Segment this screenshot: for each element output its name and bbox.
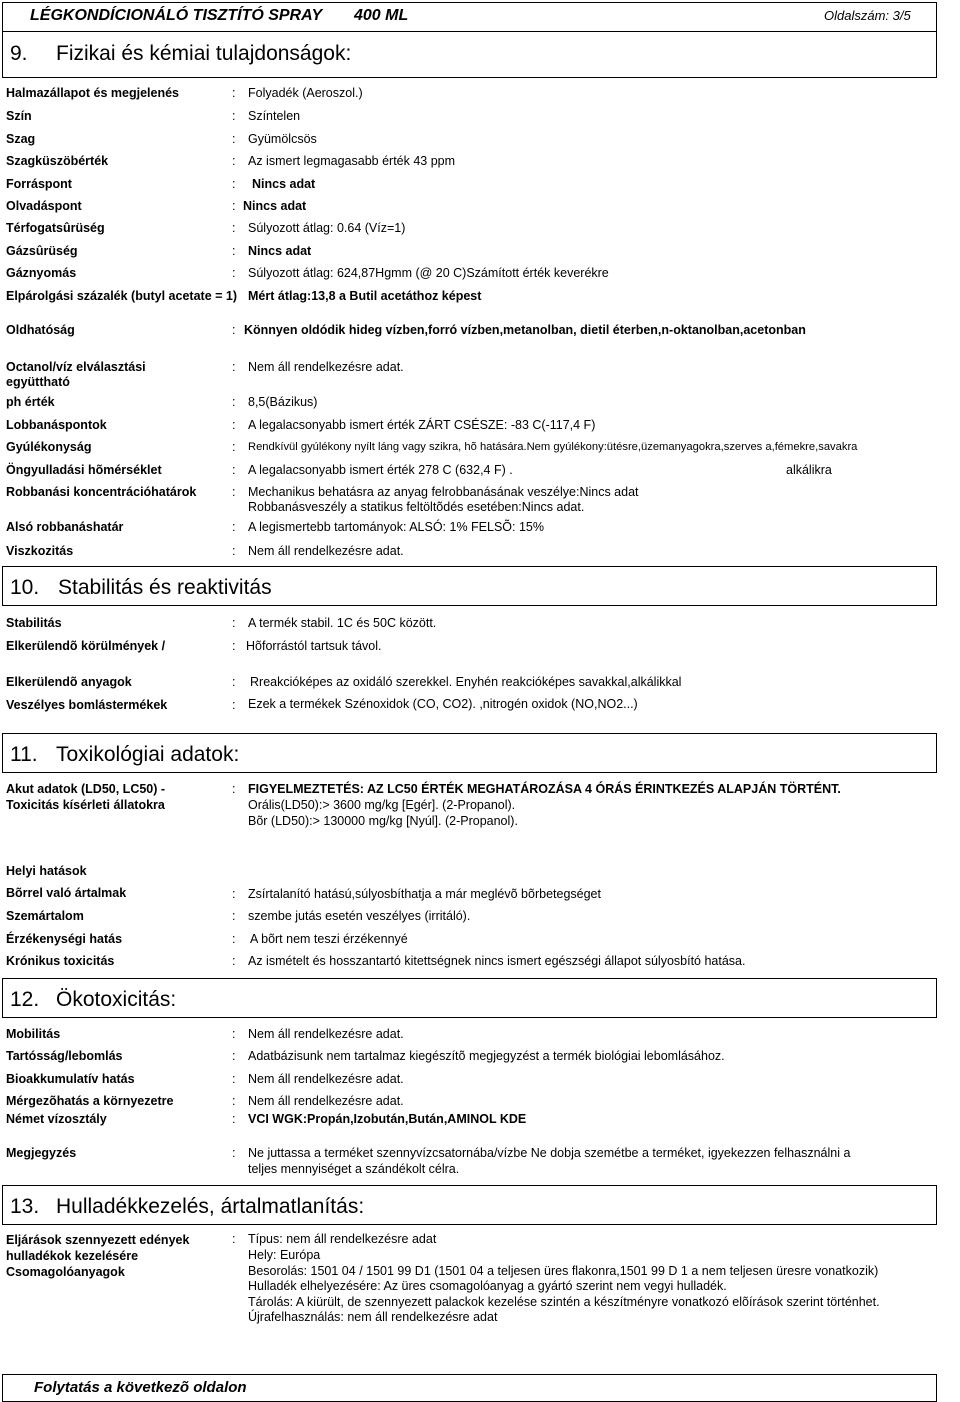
page-number: Oldalszám: 3/5 <box>824 8 911 23</box>
prop-label: Olvadáspont <box>6 199 82 213</box>
colon: : <box>232 132 236 146</box>
prop-label: Lobbanáspontok <box>6 418 107 432</box>
colon: : <box>232 698 236 712</box>
prop-value: A legismertebb tartományok: ALSÓ: 1% FELSÕ: 15% <box>248 520 544 534</box>
waste-line: Típus: nem áll rendelkezésre adat <box>248 1232 437 1246</box>
prop-value: Az ismert legmagasabb érték 43 ppm <box>248 154 456 168</box>
prop-label: Szín <box>6 109 32 123</box>
stability-value: A termék stabil. 1C és 50C között. <box>248 616 437 630</box>
section-9-number: 9. <box>10 42 28 65</box>
eco-label: Mobilitás <box>6 1027 61 1041</box>
colon: : <box>232 954 236 968</box>
prop-label: ph érték <box>6 395 55 409</box>
prop-label: Viszkozitás <box>6 544 74 558</box>
prop-value: Nincs adat <box>252 177 316 191</box>
section-11-number: 11. <box>10 743 38 766</box>
colon: : <box>232 1146 236 1160</box>
prop-value: Súlyozott átlag: 624,87Hgmm (@ 20 C)Számított érték keverékre <box>248 266 609 280</box>
prop-value: Nincs adat <box>243 199 307 213</box>
section-10-title: Stabilitás és reaktivitás <box>58 576 272 599</box>
local-label: Bõrrel való ártalmak <box>6 886 127 900</box>
colon: : <box>232 177 236 191</box>
colon: : <box>232 221 236 235</box>
prop-value-2: Robbanásveszély a statikus feltöltõdés esetében:Nincs adat. <box>248 500 585 514</box>
colon: : <box>232 1049 236 1063</box>
local-value: Zsírtalanító hatású,súlyosbíthatja a már meglévõ bõrbetegséget <box>248 887 601 901</box>
footer-continuation: Folytatás a következõ oldalon <box>34 1379 247 1396</box>
colon: : <box>232 1027 236 1041</box>
section-12-number: 12. <box>10 988 40 1011</box>
local-label: Krónikus toxicitás <box>6 954 115 968</box>
prop-value: Könnyen oldódik hideg vízben,forró vízben,metanolban, dietil éterben,n-oktanolban,acetonban <box>244 323 806 337</box>
prop-value: A legalacsonyabb ismert érték ZÁRT CSÉSZE: -83 C(-117,4 F) <box>248 418 596 432</box>
eco-value: Nem áll rendelkezésre adat. <box>248 1094 404 1108</box>
local-label: Szemártalom <box>6 909 84 923</box>
prop-value-extra: alkálikra <box>786 463 832 477</box>
colon: : <box>232 1072 236 1086</box>
prop-value: Gyümölcsös <box>248 132 317 146</box>
colon: : <box>232 440 236 454</box>
colon: : <box>232 887 236 901</box>
colon: : <box>232 244 236 258</box>
prop-value: Színtelen <box>248 109 301 123</box>
section-9-title: Fizikai és kémiai tulajdonságok: <box>56 42 352 65</box>
waste-line: Besorolás: 1501 04 / 1501 99 D1 (1501 04 a teljesen üres flakonra,1501 99 D 1 a nem teljesen üresre vonatkozik) <box>248 1264 879 1278</box>
section-10-number: 10. <box>10 576 40 599</box>
colon: : <box>232 485 236 499</box>
local-value: A bõrt nem teszi érzékennyé <box>250 932 408 946</box>
stability-label: Stabilitás <box>6 616 62 630</box>
colon: : <box>232 360 236 374</box>
section-11-title: Toxikológiai adatok: <box>56 743 240 766</box>
toxic-value-1: FIGYELMEZTETÉS: AZ LC50 ÉRTÉK MEGHATÁROZÁSA 4 ÓRÁS ÉRINTKEZÉS ALAPJÁN TÖRTÉNT. <box>248 782 841 796</box>
toxic-label-2: Toxicitás kísérleti állatokra <box>6 798 165 812</box>
prop-label: Gáznyomás <box>6 266 77 280</box>
eco-label: Mérgezõhatás a környezetre <box>6 1094 174 1108</box>
prop-label: Szag <box>6 132 36 146</box>
stability-value: Ezek a termékek Szénoxidok (CO, CO2). ,nitrogén oxidok (NO,NO2...) <box>248 697 638 711</box>
stability-label: Elkerülendõ anyagok <box>6 675 132 689</box>
product-title: LÉGKONDÍCIONÁLÓ TISZTÍTÓ SPRAY <box>30 7 323 24</box>
colon: : <box>232 1232 236 1246</box>
colon: : <box>232 1112 236 1126</box>
product-volume: 400 ML <box>354 7 409 24</box>
prop-label: Halmazállapot és megjelenés <box>6 86 179 100</box>
section-13-number: 13. <box>10 1195 40 1218</box>
colon: : <box>232 1094 236 1108</box>
local-value: Az ismételt és hosszantartó kitettségnek nincs ismert egészségi állapot súlyosbító hatása. <box>248 954 746 968</box>
prop-label: Elpárolgási százalék (butyl acetate = 1) <box>6 289 237 303</box>
toxic-value-3: Bõr (LD50):> 130000 mg/kg [Nyúl]. (2-Propanol). <box>248 814 518 828</box>
prop-label: Gyúlékonyság <box>6 440 92 454</box>
section-12-title: Ökotoxicitás: <box>56 988 177 1011</box>
eco-value: VCI WGK:Propán,Izobután,Bután,AMINOL KDE <box>248 1112 527 1126</box>
stability-label: Elkerülendõ körülmények / <box>6 639 166 653</box>
waste-line: Hely: Európa <box>248 1248 321 1262</box>
prop-value: A legalacsonyabb ismert érték 278 C (632,4 F) . <box>248 463 513 477</box>
colon: : <box>232 323 236 337</box>
stability-value: Rreakcióképes az oxidáló szerekkel. Enyhén reakcióképes savakkal,alkálikkal <box>250 675 682 689</box>
waste-line: Újrafelhasználás: nem áll rendelkezésre adat <box>248 1310 498 1324</box>
toxic-value-2: Orális(LD50):> 3600 mg/kg [Egér]. (2-Propanol). <box>248 798 516 812</box>
colon: : <box>232 639 236 653</box>
colon: : <box>232 266 236 280</box>
prop-label: Szagküszöbérték <box>6 154 109 168</box>
colon: : <box>232 154 236 168</box>
waste-label-3: Csomagolóanyagok <box>6 1265 125 1279</box>
note-label: Megjegyzés <box>6 1146 77 1160</box>
colon: : <box>232 932 236 946</box>
prop-value: Nincs adat <box>248 244 312 258</box>
waste-label-1: Eljárások szennyezett edények <box>6 1233 190 1247</box>
colon: : <box>232 616 236 630</box>
stability-label: Veszélyes bomlástermékek <box>6 698 168 712</box>
prop-value: Nem áll rendelkezésre adat. <box>248 544 404 558</box>
local-effects-title: Helyi hatások <box>6 864 87 878</box>
prop-label: Forráspont <box>6 177 72 191</box>
waste-label-2: hulladékok kezelésére <box>6 1249 139 1263</box>
colon: : <box>232 675 236 689</box>
waste-line: Hulladék elhelyezésére: Az üres csomagolóanyag a gyártó szerint nem vegyi hulladék. <box>248 1279 727 1293</box>
eco-label: Tartósság/lebomlás <box>6 1049 123 1063</box>
prop-label: Robbanási koncentrációhatárok <box>6 485 197 499</box>
eco-value: Nem áll rendelkezésre adat. <box>248 1072 404 1086</box>
toxic-label-1: Akut adatok (LD50, LC50) - <box>6 782 166 796</box>
prop-label: Térfogatsûrüség <box>6 221 105 235</box>
note-value-2: teljes mennyiséget a szándékolt célra. <box>248 1162 460 1176</box>
colon: : <box>232 463 236 477</box>
colon: : <box>232 395 236 409</box>
colon: : <box>232 109 236 123</box>
prop-value: Nem áll rendelkezésre adat. <box>248 360 404 374</box>
colon: : <box>232 199 236 213</box>
header-divider <box>3 31 936 32</box>
colon: : <box>232 544 236 558</box>
prop-label: Oldhatóság <box>6 323 75 337</box>
prop-value: Mechanikus behatásra az anyag felrobbanásának veszélye:Nincs adat <box>248 485 639 499</box>
prop-value: Mért átlag:13,8 a Butil acetáthoz képest <box>248 289 482 303</box>
local-value: szembe jutás esetén veszélyes (irritáló). <box>248 909 471 923</box>
stability-value: Hõforrástól tartsuk távol. <box>246 639 382 653</box>
local-label: Érzékenységi hatás <box>6 932 123 946</box>
colon: : <box>232 520 236 534</box>
prop-value: Folyadék (Aeroszol.) <box>248 86 363 100</box>
eco-value: Nem áll rendelkezésre adat. <box>248 1027 404 1041</box>
prop-value: 8,5(Bázikus) <box>248 395 318 409</box>
colon: : <box>232 782 236 796</box>
colon: : <box>232 86 236 100</box>
prop-label: Octanol/víz elválasztási együttható <box>6 360 146 389</box>
prop-label: Gázsûrüség <box>6 244 78 258</box>
prop-label: Öngyulladási hõmérséklet <box>6 463 162 477</box>
colon: : <box>232 909 236 923</box>
note-value-1: Ne juttassa a terméket szennyvízcsatornába/vízbe Ne dobja szemétbe a terméket, igyekezzen felhasználni a <box>248 1146 851 1160</box>
eco-value: Adatbázisunk nem tartalmaz kiegészítõ megjegyzést a termék biológiai lebomlásához. <box>248 1049 725 1063</box>
eco-label: Német vízosztály <box>6 1112 107 1126</box>
section-13-title: Hulladékkezelés, ártalmatlanítás: <box>56 1195 365 1218</box>
prop-value: Rendkívül gyúlékony nyílt láng vagy szikra, hõ hatására.Nem gyúlékony:ütésre,üzemanyagokra,szerves a,fémekre,savakra <box>248 441 858 453</box>
eco-label: Bioakkumulatív hatás <box>6 1072 135 1086</box>
colon: : <box>232 418 236 432</box>
prop-label: Alsó robbanáshatár <box>6 520 124 534</box>
waste-line: Tárolás: A kiürült, de szennyezett palackok kezelése szintén a készítményre vonatkozó elõírások szerint történhet. <box>248 1295 880 1309</box>
prop-value: Súlyozott átlag: 0.64 (Víz=1) <box>248 221 406 235</box>
